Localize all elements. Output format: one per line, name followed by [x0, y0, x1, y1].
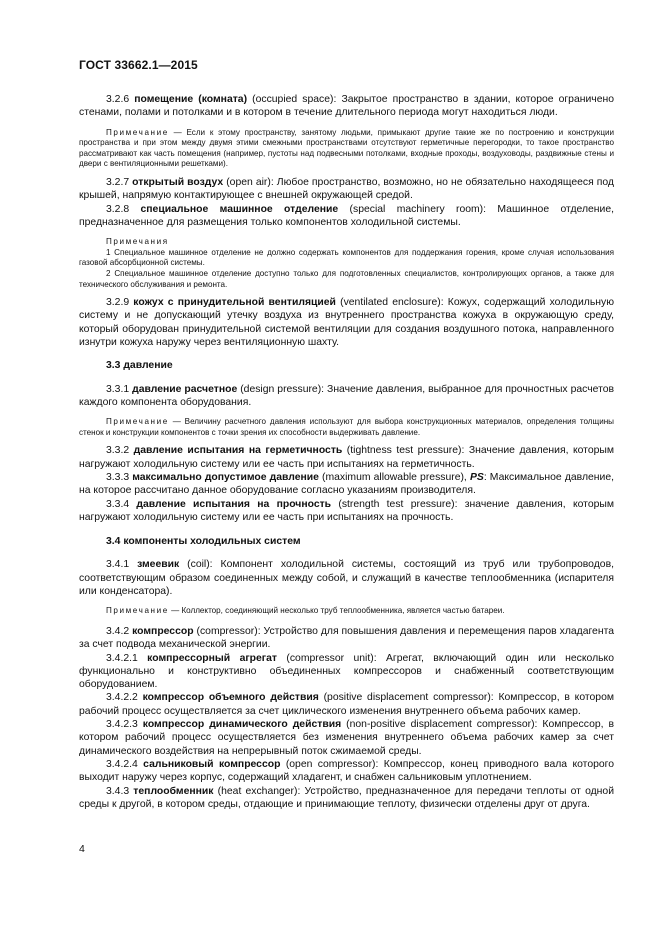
term: компрессор динамического действия	[142, 719, 342, 731]
note-label: Примечание	[106, 606, 169, 616]
term: сальниковый компрессор	[143, 758, 281, 770]
definition-3-3-3: 3.3.3 максимально допустимое давление (maximum allowable pressure), PS: Максимальное давление, на которое рассчитано данное оборудование согласно указаниям производителя.	[79, 471, 614, 497]
definition-3-2-6: 3.2.6 помещение (комната) (occupied space): Закрытое пространство в здании, которое ограничено стенами, полами и потолками и в котором в течение длительного периода могут находиться люди.	[79, 94, 614, 119]
note-label: Примечание	[106, 127, 169, 137]
section-heading-3-4: 3.4 компоненты холодильных систем	[106, 536, 301, 548]
section-heading-3-3: 3.3 давление	[106, 360, 173, 372]
definition-3-4-1: 3.4.1 змеевик (coil): Компонент холодильной системы, состоящий из труб или трубопроводов, соответствующим образом соединенных между собой, и служащий в качестве теплообменника (испарителя или конденсатора).	[79, 559, 614, 598]
document-body	[79, 93, 614, 811]
definition-3-4-3: 3.4.3 теплообменник (heat exchanger): Устройство, предназначенное для передачи теплоты от одной среды к другой, в котором среды, отдающие и принимающие теплоту, физически отделены друг от друга.	[79, 785, 615, 810]
term: давление испытания на прочность	[136, 498, 332, 510]
term: змеевик	[137, 559, 180, 571]
note-3-4-1: Примечание — Коллектор, соединяющий несколько труб теплообменника, является частью батареи.	[106, 606, 505, 616]
note-3-2-8-item-1: 1 Специальное машинное отделение не должно содержать компонентов для поддержания горения, кроме случая использования газовой абсорбционной системы.	[79, 247, 614, 268]
definition-3-2-7: 3.2.7 открытый воздух (open air): Любое пространство, возможно, но не обязательно находящееся под крышей, напрямую контактирующее с внешней окружающей средой.	[79, 176, 614, 202]
term: давление расчетное	[132, 383, 238, 395]
note-3-2-8-item-2: 2 Специальное машинное отделение доступно только для подготовленных специалистов, контролирующих органов, а также для технического обслуживания и ремонта.	[79, 268, 614, 289]
definition-3-4-2-3: 3.4.2.3 компрессор динамического действия (non-positive displacement compressor): Компрессор, в котором рабочий процесс осуществляется без изменения внутреннего объема рабочих камер за счет динамического воздействия на непрерывный поток сжимаемой среды.	[79, 719, 615, 757]
definition-3-4-2-1: 3.4.2.1 компрессорный агрегат (compressor unit): Агрегат, включающий один или несколько функционально и конструктивно объединенных компрессоров и снабженный соответствующим оборудованием.	[79, 652, 615, 691]
term: кожух с принудительной вентиляцией	[133, 297, 336, 309]
page-number: 4	[79, 843, 85, 855]
definition-3-3-2: 3.3.2 давление испытания на герметичность (tightness test pressure): Значение давления, которым нагружают холодильную систему или ее часть при испытаниях на герметичность.	[79, 445, 614, 470]
term: давление испытания на герметичность	[133, 445, 343, 457]
note-3-2-6: Примечание — Если к этому пространству, занятому людьми, примыкают другие такие же по построению и конструкции пространства и при этом между двумя этими смежными пространствами отсутствуют герметичные перегородки, то такое пространство рассматривают как часть помещения (например, пустоты над подвесными потолками, входные проходы, воздуховоды, раздвижные стены и двери с вентиляционными решетками).	[79, 127, 614, 169]
document-header: ГОСТ 33662.1—2015	[79, 58, 198, 72]
note-label: Примечание	[106, 417, 169, 427]
term: компрессор	[132, 625, 194, 637]
abbreviation: PS	[469, 471, 484, 483]
term: открытый воздух	[132, 176, 224, 188]
term: помещение (комната)	[134, 94, 248, 105]
definition-3-3-1: 3.3.1 давление расчетное (design pressure): Значение давления, выбранное для прочностных расчетов каждого компонента оборудования.	[79, 383, 615, 408]
term: специальное машинное отделение	[140, 203, 339, 215]
notes-heading-3-2-8: Примечания	[106, 237, 169, 247]
term: компрессор объемного действия	[142, 692, 319, 704]
definition-3-4-2: 3.4.2 компрессор (compressor): Устройство для повышения давления и перемещения паров хладагента за счет подвода механической энергии.	[79, 625, 614, 651]
definition-3-3-4: 3.3.4 давление испытания на прочность (strength test pressure): значение давления, которым нагружают холодильную систему или ее часть при испытаниях на прочность.	[79, 498, 614, 523]
definition-3-2-9: 3.2.9 кожух с принудительной вентиляцией (ventilated enclosure): Кожух, содержащий холодильную систему и не допускающий утечку воздуха из внутреннего пространства кожуха в окружающую среду, который оборудован принудительной системой вентиляции для создания воздушного потока, направленного изнутри кожуха наружу через вентиляционную шахту.	[79, 297, 614, 349]
term: компрессорный агрегат	[147, 652, 277, 664]
definition-3-4-2-4: 3.4.2.4 сальниковый компрессор (open compressor): Компрессор, конец приводного вала которого выходит наружу через корпус, содержащий хладагент, и снабжен сальниковым уплотнением.	[79, 758, 614, 784]
note-3-3-1: Примечание — Величину расчетного давления используют для выбора конструкционных материалов, определения толщины стенок и конструкции компонентов с точки зрения их способности выдерживать давление.	[79, 417, 614, 437]
definition-3-4-2-2: 3.4.2.2 компрессор объемного действия (positive displacement compressor): Компрессор, в котором рабочий процесс осуществляется за счет циклического изменения внутреннего объема рабочих камер.	[79, 692, 615, 717]
term: теплообменник	[133, 785, 214, 797]
definition-3-2-8: 3.2.8 специальное машинное отделение (special machinery room): Машинное отделение, предназначенное для размещения только компонентов холодильной системы.	[79, 203, 614, 228]
term: максимально допустимое давление	[132, 471, 319, 483]
